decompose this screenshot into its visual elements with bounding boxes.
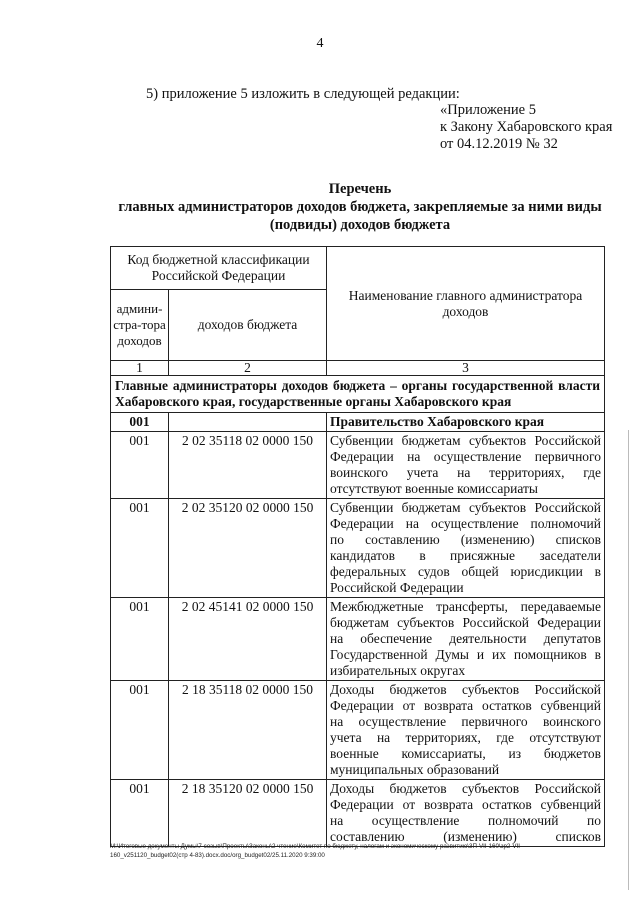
row-name-line: составлению (изменению) списков: [330, 829, 601, 844]
row-name-line: Российской Федерации: [330, 580, 464, 595]
file-path-footer: [110, 842, 630, 860]
row-income-name: [327, 499, 605, 598]
row-income-code: 2 18 35120 02 0000 150: [169, 780, 327, 847]
row-name-line: кандидатов в присяжные заседатели: [330, 548, 601, 563]
row-name-line: воинского учета на территориях, где: [330, 465, 601, 480]
table-row: [111, 499, 605, 598]
header-code-group: Код бюджетной классификации Российской Федерации: [111, 247, 327, 290]
row-name-line: Федерации на осуществление полномочий: [330, 516, 601, 531]
row-name-line: Федерации от возврата остатков субвенций: [330, 797, 601, 812]
header-income-col: доходов бюджета: [169, 290, 327, 361]
row-admin-code: 001: [111, 499, 169, 598]
col-number-3: 3: [327, 361, 605, 376]
row-name-line: на осуществление полномочий по: [330, 813, 601, 828]
row-name-line: отсутствуют военные комиссариаты: [330, 481, 538, 496]
scan-edge-line: [628, 430, 629, 890]
footer-line-1: M:\Итоговые документы Думы\7 созыв\Проекты\Законы\2 чтение\Комитет по бюджету, налогам и экономическому развитию\3П-VII-160\зр2-VII-: [110, 843, 523, 850]
appendix-reference: [440, 102, 612, 153]
row-name-line: избирательных округах: [330, 663, 466, 678]
row-income-name: [327, 780, 605, 847]
row-name-line: военные комиссариаты, из бюджетов: [330, 746, 601, 761]
row-admin-code: 001: [111, 598, 169, 681]
title-line-1: Перечень: [328, 181, 392, 197]
row-admin-code: 001: [111, 780, 169, 847]
row-income-code: 2 02 35118 02 0000 150: [169, 432, 327, 499]
intro-text: 5) приложение 5 изложить в следующей редакции:: [146, 86, 460, 102]
table-body: [111, 432, 605, 847]
row-name-line: на обеспечение деятельности депутатов: [330, 631, 601, 646]
page-number: 4: [316, 36, 324, 51]
group-heading: Главные администраторы доходов бюджета – органы государственной власти Хабаровского края, государственные органы Хабаровского края: [111, 376, 605, 413]
table-row: [111, 598, 605, 681]
col-number-2: 2: [169, 361, 327, 376]
row-name-line: муниципальных образований: [330, 762, 500, 777]
row-name-line: Межбюджетные трансферты, передаваемые: [330, 599, 601, 614]
row-name-line: на осуществление первичного воинского: [330, 714, 601, 729]
table-row: [111, 780, 605, 847]
title-line-3: (подвиды) доходов бюджета: [269, 217, 451, 233]
admin-code: 001: [111, 413, 169, 432]
row-income-name: [327, 432, 605, 499]
table-header-row: [111, 247, 605, 290]
row-name-line: Субвенции бюджетам субъектов Российской: [330, 500, 601, 515]
header-administrator-col: админи-стра-тора доходов: [111, 290, 169, 361]
row-name-line: федеральных судов общей юрисдикции в: [330, 564, 601, 579]
row-name-line: Субвенции бюджетам субъектов Российской: [330, 433, 601, 448]
row-name-line: Федерации на осуществление первичного: [330, 449, 601, 464]
row-admin-code: 001: [111, 681, 169, 780]
table-row: [111, 681, 605, 780]
group-heading-row: [111, 376, 605, 413]
col-number-1: 1: [111, 361, 169, 376]
row-name-line: по составлению (изменению) списков: [330, 532, 601, 547]
title-line-2: главных администраторов доходов бюджета, закрепляемые за ними виды: [118, 199, 602, 215]
row-name-line: Доходы бюджетов субъектов Российской: [330, 682, 601, 697]
row-income-code: 2 18 35118 02 0000 150: [169, 681, 327, 780]
row-income-name: [327, 598, 605, 681]
table-row: [111, 432, 605, 499]
document-title: [90, 180, 630, 234]
footer-line-2: 160_v251120_budget02(стр 4-83).docx.doc/org_budget02/25.11.2020 9:39:00: [110, 852, 325, 859]
row-name-line: бюджетам субъектов Российской Федерации: [330, 615, 601, 630]
appendix-line-2: к Закону Хабаровского края: [440, 119, 613, 135]
row-income-name: [327, 681, 605, 780]
row-name-line: Федерации от возврата остатков субвенций: [330, 698, 601, 713]
appendix-line-3: от 04.12.2019 № 32: [440, 136, 558, 152]
admin-name: Правительство Хабаровского края: [327, 413, 605, 432]
admin-empty-cell: [169, 413, 327, 432]
row-name-line: Государственной Думы и их помощников в: [330, 647, 601, 662]
row-income-code: 2 02 45141 02 0000 150: [169, 598, 327, 681]
header-name-col: Наименование главного администратора доходов: [327, 247, 605, 361]
row-name-line: Доходы бюджетов субъектов Российской: [330, 781, 601, 796]
row-admin-code: 001: [111, 432, 169, 499]
administrators-table: [110, 246, 605, 847]
admin-row: [111, 413, 605, 432]
row-name-line: учета на территориях, где отсутствуют: [330, 730, 601, 745]
row-income-code: 2 02 35120 02 0000 150: [169, 499, 327, 598]
column-numbers-row: [111, 361, 605, 376]
appendix-line-1: «Приложение 5: [440, 102, 536, 118]
